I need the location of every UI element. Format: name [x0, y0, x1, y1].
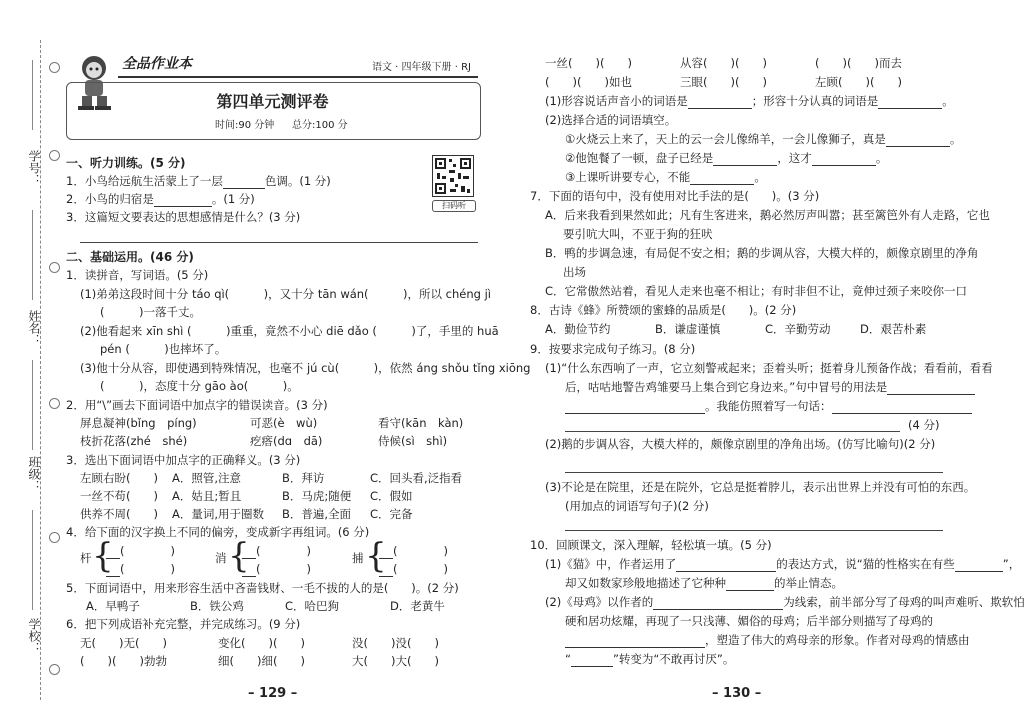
q9-1: 。我能仿照着写一句话： [565, 399, 972, 414]
q4-char: 杆 [80, 551, 92, 565]
q1-line: ( )一落千丈。 [100, 305, 201, 319]
q10-2: 硬和居功炫耀，再现了一只浅薄、媚俗的母鸡；后半部分则描写了母鸡的 [565, 614, 933, 628]
page-number-left: – 129 – [248, 686, 298, 701]
class-line [32, 360, 33, 450]
q3-option: B．拜访 [282, 471, 325, 485]
q1-line: pén ( )也摔坏了。 [100, 342, 227, 356]
idiom-fill: 一丝( )( ) [545, 56, 632, 70]
q6-idiom: 变化( )( ) [218, 636, 305, 650]
q8-option[interactable]: B．谦虚谨慎 [655, 322, 721, 336]
idiom-fill: 三眼( )( ) [680, 75, 767, 89]
q9-1: 后，咕咕地警告鸡雏要马上集合到它身边来。”句中冒号的用法是 [565, 380, 975, 395]
q1-line: (2)他看起来 xīn shì ( )重重，竟然不小心 diē dǎo ( )了，手里的 huā [80, 324, 499, 338]
q2-item: 侍候(sì shì) [378, 434, 448, 448]
school-label: 学校： [27, 618, 41, 654]
q6-idiom: 细( )细( ) [218, 654, 305, 668]
brace-icon: { [92, 536, 114, 576]
binding-hole [49, 398, 60, 409]
binding-hole [49, 532, 60, 543]
q4-blank[interactable]: ( ) [379, 562, 448, 577]
q5-option[interactable]: B．铁公鸡 [190, 599, 244, 613]
idiom-fill: ( )( )如也 [545, 75, 632, 89]
q3-option: C．完备 [370, 507, 413, 521]
q8-option[interactable]: C．辛勤劳动 [765, 322, 831, 336]
q3-option: B．普遍,全面 [282, 507, 352, 521]
q10-title: 10．回顾课文，深入理解，轻松填一填。(5 分) [530, 538, 772, 552]
header-rule [118, 76, 478, 78]
r-q2: (2)选择合适的词语填空。 [545, 113, 677, 127]
page-number-right: – 130 – [712, 686, 762, 701]
q5-option[interactable]: C．哈巴狗 [285, 599, 340, 613]
q1-line: ( )，态度十分 gāo ào( )。 [100, 379, 299, 393]
idiom-fill: 左顾( )( ) [815, 75, 902, 89]
q3-option: A．照管,注意 [172, 471, 242, 485]
binding-hole [49, 664, 60, 675]
brand-name: 全品作业本 [122, 56, 192, 72]
brace-icon: { [365, 536, 387, 576]
section-2-title: 二、基础运用。(46 分) [66, 250, 194, 264]
q9-title: 9．按要求完成句子练习。(8 分) [530, 342, 696, 356]
q2-item: 可恶(è wù) [250, 416, 318, 430]
q2-item: 看守(kān kàn) [378, 416, 464, 430]
binding-hole [49, 150, 60, 161]
q10-2: “ ”转变为“不敢再讨厌”。 [565, 652, 735, 666]
q7-option[interactable]: C．它常傲然站着，看见人走来也毫不相让；有时非但不让，竟伸过颈子来咬你一口 [545, 284, 968, 298]
q1-line: (1)弟弟这段时间十分 táo qì( )，又十分 tān wán( )，所以 chéng jì [80, 287, 492, 301]
page-title: 第四单元测评卷 [216, 92, 329, 111]
listening-q2: 2．小鸟的归宿是 。(1 分) [66, 192, 255, 206]
q10-1: (1)《猫》中，作者运用了 的表达方式，说“猫的性格实在有些 ”， [545, 557, 1021, 571]
q7-option-cont: 出场 [563, 265, 586, 279]
q4-char: 捕 [352, 551, 364, 565]
q3-option: A．姑且;暂且 [172, 489, 242, 503]
r-q2-1: ①火烧云上来了，天上的云一会儿像绵羊，一会儿像狮子，真是 。 [565, 132, 962, 146]
q1-line: (3)他十分从容，即使遇到特殊情况，也毫不 jú cù( )，依然 áng shǒu tǐng xiōng [80, 361, 531, 375]
r-q1: (1)形容说话声音小的词语是 ；形容十分认真的词语是 。 [545, 94, 954, 108]
q8-title: 8．古诗《蜂》所赞颂的蜜蜂的品质是( )。(2 分) [530, 303, 797, 317]
q6-idiom: 没( )没( ) [352, 636, 439, 650]
q6-idiom: 大( )大( ) [352, 654, 439, 668]
q2-item: 屏息凝神(bǐng píng) [80, 416, 197, 430]
q5-title: 5．下面词语中，用来形容生活中吝啬钱财、一毛不拔的人的是( )。(2 分) [66, 581, 459, 595]
q8-option[interactable]: D．艰苦朴素 [860, 322, 927, 336]
exam-score: 总分:100 分 [292, 120, 348, 131]
binding-hole [49, 262, 60, 273]
idiom-fill: ( )( )而去 [815, 56, 902, 70]
answer-line[interactable] [565, 472, 943, 473]
q9-1: (1)“什么东西响了一声，它立刻警戒起来；歪着头听；挺着身儿预备作战；看看前，看看 [545, 361, 993, 375]
binding-line [40, 40, 41, 700]
q8-option[interactable]: A．勤俭节约 [545, 322, 611, 336]
subject-label: 语文 · 四年级下册 · RJ [372, 62, 471, 73]
q4-blank[interactable]: ( ) [106, 562, 175, 577]
listening-q3: 3．这篇短文要表达的思想感情是什么？(3 分) [66, 210, 301, 224]
q5-option[interactable]: A．早鸭子 [86, 599, 140, 613]
name-line [32, 210, 33, 300]
q4-blank[interactable]: ( ) [106, 544, 175, 559]
listening-q1: 1．小鸟给远航生活蒙上了一层 色调。(1 分) [66, 174, 331, 188]
q10-2: ，塑造了伟大的鸡母亲的形象。作者对母鸡的情感由 [565, 633, 970, 648]
q7-title: 7．下面的语句中，没有使用对比手法的是( )。(3 分) [530, 189, 820, 203]
answer-line[interactable] [80, 242, 478, 243]
class-label: 班级： [27, 456, 41, 492]
binding-hole [49, 62, 60, 73]
student-id-label: 学号： [27, 150, 41, 186]
q6-title: 6．把下列成语补充完整，并完成练习。(9 分) [66, 617, 301, 631]
q9-3: (3)不论是在院里，还是在院外，它总是挺着脖儿，表示出世界上并没有可怕的东西。 [545, 480, 976, 494]
q1-title: 1．读拼音，写词语。(5 分) [66, 268, 209, 282]
q4-blank[interactable]: ( ) [242, 562, 311, 577]
qr-label: 扫码听 [432, 200, 476, 212]
q2-item: 疙瘩(dɑ dā) [250, 434, 323, 448]
q3-word: 供养不周( ) [80, 507, 158, 521]
q4-blank[interactable]: ( ) [379, 544, 448, 559]
q9-3: (用加点的词语写句子)(2 分) [565, 499, 709, 513]
q3-option: C．假如 [370, 489, 413, 503]
q3-option: C．回头看,泛指看 [370, 471, 463, 485]
section-1-title: 一、听力训练。(5 分) [66, 156, 186, 170]
idiom-fill: 从容( )( ) [680, 56, 767, 70]
q9-1-score: (4 分) [908, 418, 940, 432]
name-label: 姓名： [27, 310, 41, 346]
brace-icon: { [228, 536, 250, 576]
answer-line[interactable] [565, 431, 900, 432]
qr-code-icon[interactable] [432, 155, 474, 197]
q4-blank[interactable]: ( ) [242, 544, 311, 559]
q10-2: (2)《母鸡》以作者的 为线索，前半部分写了母鸡的叫声难听、欺软怕 [545, 595, 1025, 609]
q7-option[interactable]: A．后来我看到果然如此；凡有生客进来，鹅必然厉声叫嚣；甚至篱笆外有人走路，它也 [545, 208, 990, 222]
r-q2-3: ③上课听讲要专心，不能 。 [565, 170, 766, 184]
q9-2: (2)鹅的步调从容，大模大样的，颇像京剧里的净角出场。(仿写比喻句)(2 分) [545, 437, 936, 451]
q2-title: 2．用“\”画去下面词语中加点字的错误读音。(3 分) [66, 398, 328, 412]
q3-title: 3．选出下面词语中加点字的正确释义。(3 分) [66, 453, 301, 467]
q6-idiom: ( )( )勃勃 [80, 654, 167, 668]
q4-title: 4．给下面的汉字换上不同的偏旁，变成新字再组词。(6 分) [66, 525, 370, 539]
q10-1: 却又如数家珍般地描述了它种种 的举止情态。 [565, 576, 843, 590]
q7-option[interactable]: B．鸭的步调急速，有局促不安之相；鹅的步调从容，大模大样的，颇像京剧里的净角 [545, 246, 979, 260]
q5-option[interactable]: D．老黄牛 [390, 599, 445, 613]
q7-option-cont: 要引吭大叫，不亚于狗的狂吠 [563, 227, 713, 241]
answer-line[interactable] [565, 530, 943, 531]
q3-word: 一丝不苟( ) [80, 489, 158, 503]
q3-option: B．马虎;随便 [282, 489, 352, 503]
student-id-line [32, 60, 33, 130]
q3-word: 左顾右盼( ) [80, 471, 158, 485]
r-q2-2: ②他饱餐了一顿，盘子已经是 ，这才 。 [565, 151, 888, 165]
q4-char: 消 [215, 551, 227, 565]
q3-option: A．量词,用于圈数 [172, 507, 265, 521]
q6-idiom: 无( )无( ) [80, 636, 167, 650]
exam-time: 时间:90 分钟 [215, 120, 275, 131]
q2-item: 枝折花落(zhé shé) [80, 434, 188, 448]
school-line [32, 510, 33, 610]
